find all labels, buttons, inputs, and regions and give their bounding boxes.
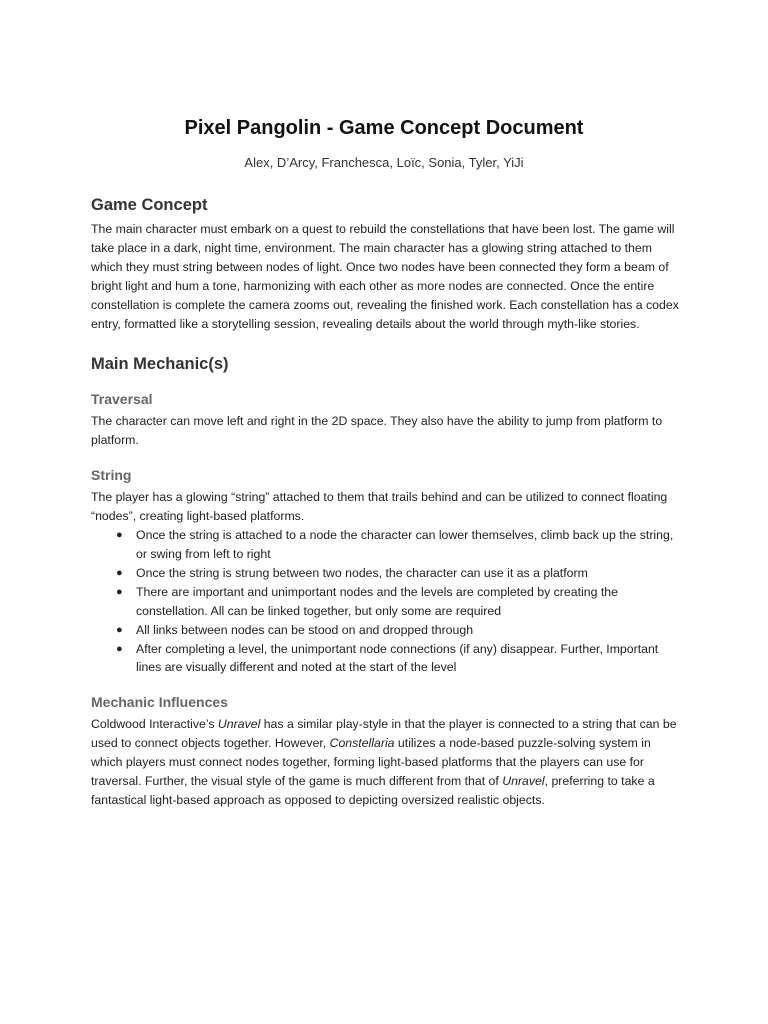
influences-text-2: has a similar play-style in that the player is connected to a string that can be used to connect objects together. However, xyxy=(91,717,677,751)
list-item xyxy=(91,621,681,640)
string-paragraph: The player has a glowing “string” attached to them that trails behind and can be utilized to connect floating “nodes”, creating light-based platforms. xyxy=(91,490,668,524)
bullet-icon: ● xyxy=(116,566,123,579)
heading-traversal: Traversal xyxy=(91,391,153,408)
document-authors: Alex, D’Arcy, Franchesca, Loïc, Sonia, Tyler, YiJi xyxy=(244,155,524,170)
bullet-icon: ● xyxy=(116,585,123,598)
heading-game-concept: Game Concept xyxy=(91,196,208,214)
influences-text-1: Coldwood Interactive’s xyxy=(91,717,218,732)
game-title-constellaria: Constellaria xyxy=(329,736,395,751)
document-body xyxy=(91,194,681,810)
list-item xyxy=(91,583,681,621)
heading-mechanic-influences: Mechanic Influences xyxy=(91,694,228,711)
list-item-text: Once the string is attached to a node the character can lower themselves, climb back up the string, or swing from left to right xyxy=(136,528,674,561)
influences-paragraph xyxy=(91,715,681,810)
list-item xyxy=(91,640,681,678)
list-item-text: Once the string is strung between two nodes, the character can use it as a platform xyxy=(136,565,588,580)
list-item xyxy=(91,526,681,564)
game-title-unravel-2: Unravel xyxy=(502,774,545,789)
document-title: Pixel Pangolin - Game Concept Document xyxy=(184,117,584,139)
bullet-icon: ● xyxy=(116,529,123,542)
heading-main-mechanics: Main Mechanic(s) xyxy=(91,355,229,374)
influences-text-3: utilizes a node-based puzzle-solving system in which players must connect nodes together, forming light-based platforms that the players can use for traversal. Further, the visual style of the game is much different from that of xyxy=(91,736,651,789)
list-item-text: There are important and unimportant nodes and the levels are completed by creating the constellation. All can be linked together, but only some are required xyxy=(136,584,618,618)
bullet-icon: ● xyxy=(116,623,123,636)
traversal-paragraph: The character can move left and right in the 2D space. They also have the ability to jump from platform to platform. xyxy=(91,414,663,448)
game-title-unravel: Unravel xyxy=(217,717,261,732)
game-concept-paragraph: The main character must embark on a quest to rebuild the constellations that have been lost. The game will take place in a dark, night time, environment. The main character has a glowing string attached to them which they must string between nodes of light. Once two nodes have been connected they form a beam of bright light and hum a tone, harmonizing with each other as more nodes are connected. Once the entire constellation is complete the camera zooms out, revealing the finished work. Each constellation has a codex entry, formatted like a storytelling session, revealing details about the world through myth-like stories. xyxy=(91,222,679,331)
string-bullet-list xyxy=(91,526,681,677)
list-item-text: All links between nodes can be stood on and dropped through xyxy=(136,622,474,637)
list-item-text: After completing a level, the unimportant node connections (if any) disappear. Further, Important lines are visually different and noted at the start of the level xyxy=(136,641,659,675)
heading-string: String xyxy=(91,467,132,484)
bullet-icon: ● xyxy=(116,642,123,655)
influences-text-4: , preferring to take a fantastical light-based approach as opposed to depicting oversized realistic objects. xyxy=(91,774,655,807)
list-item xyxy=(91,564,681,583)
